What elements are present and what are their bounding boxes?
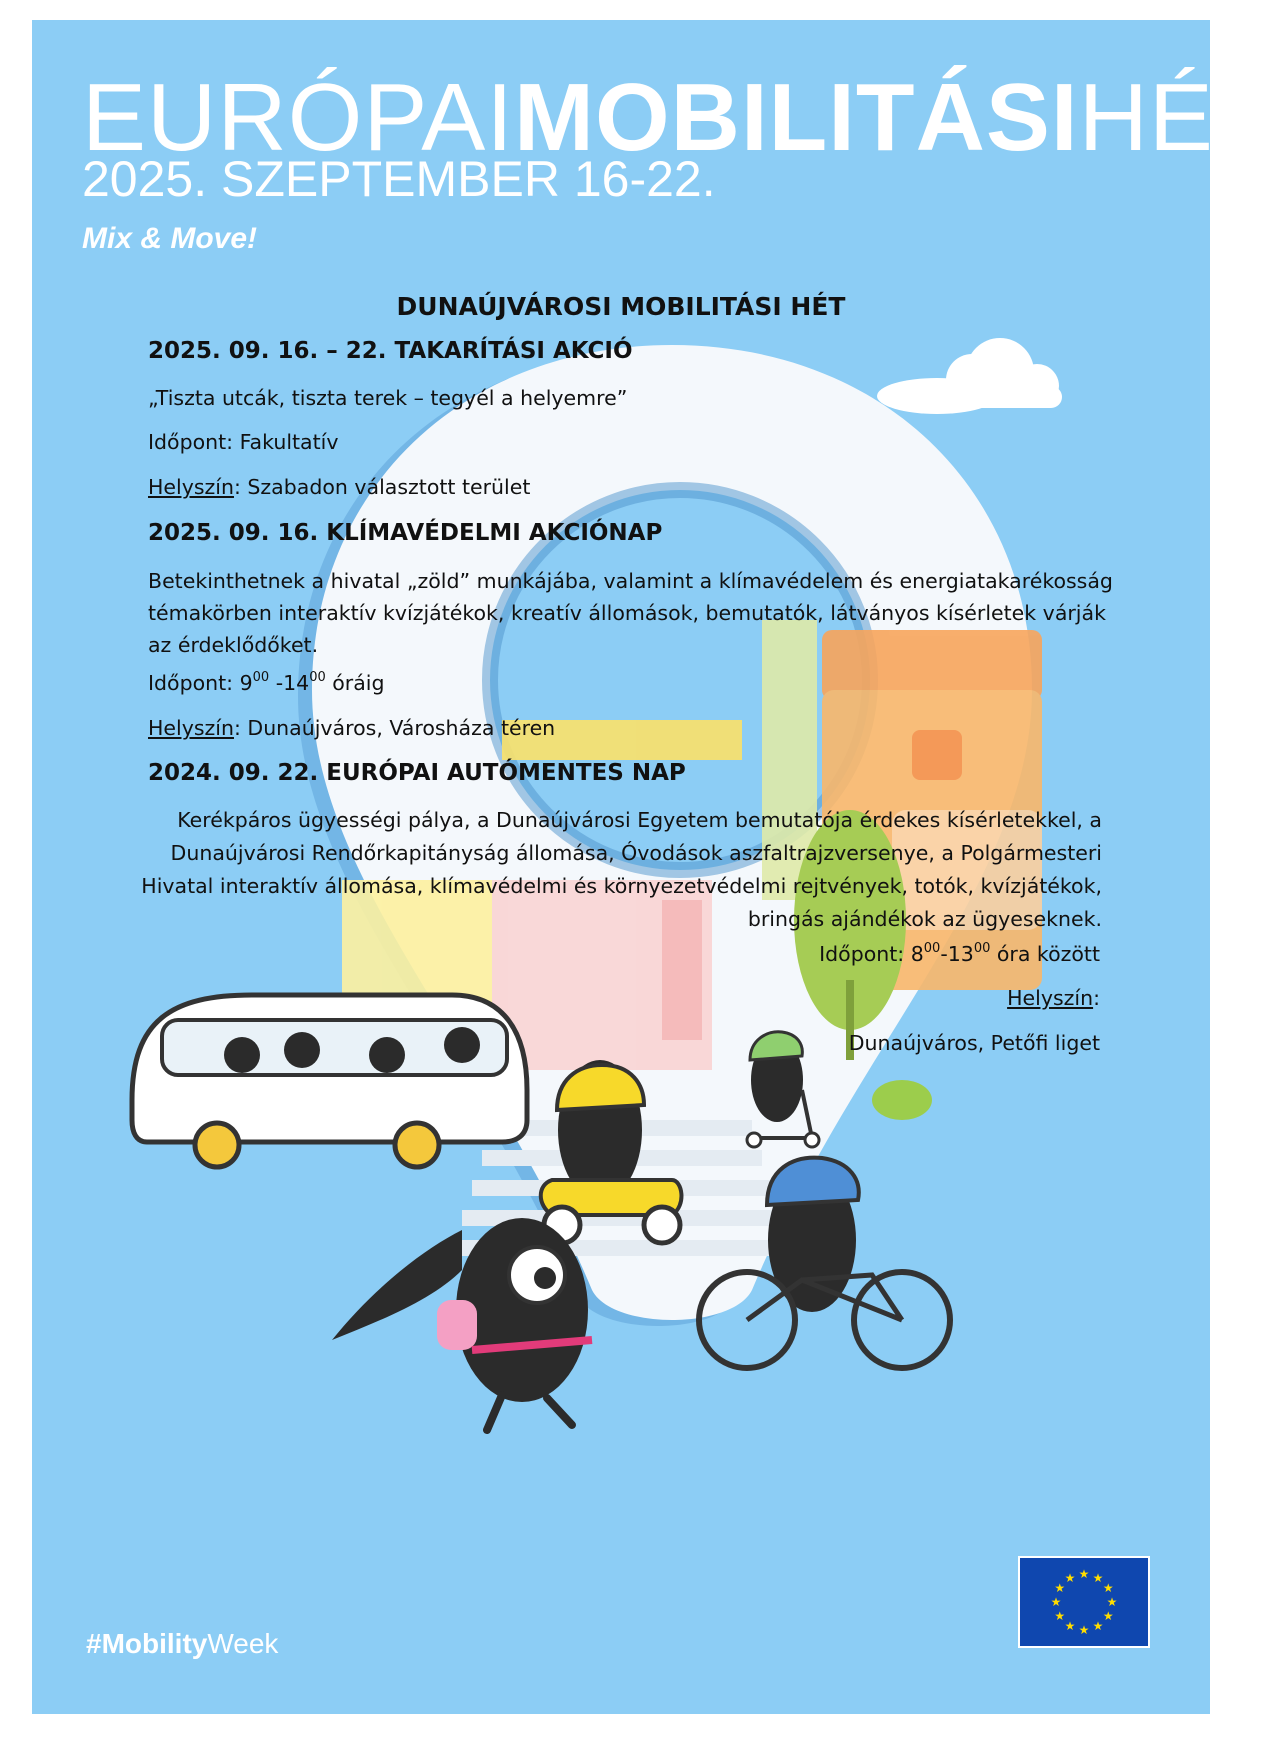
- eu-stars: [1020, 1558, 1148, 1646]
- eu-star-icon: ★: [1064, 1619, 1076, 1634]
- poster: [32, 20, 1274, 1714]
- bus-icon: [132, 995, 527, 1167]
- place-label: Helyszín: [1007, 986, 1094, 1010]
- eu-star-icon: ★: [1054, 1609, 1066, 1623]
- eu-star-icon: ★: [1078, 1623, 1090, 1637]
- hashtag-bold: #Mobility: [86, 1628, 208, 1659]
- cloud-icon: [877, 338, 1062, 414]
- place-value: : Szabadon választott terület: [233, 475, 531, 499]
- event-slogan: Mix & Move!: [82, 222, 258, 255]
- event-title-light: EURÓPAI: [82, 64, 514, 171]
- eu-star-icon: ★: [1050, 1595, 1062, 1609]
- section-quote: „Tiszta utcák, tiszta terek – tegyél a helyemre”: [148, 386, 628, 410]
- time-mid: -14: [269, 671, 310, 695]
- section-title-climate: 2025. 09. 16. KLÍMAVÉDELMI AKCIÓNAP: [148, 520, 663, 546]
- time-sup: 00: [973, 941, 991, 956]
- main-title: DUNAÚJVÁROSI MOBILITÁSI HÉT: [396, 292, 846, 321]
- time-suffix: óra között: [990, 942, 1100, 966]
- eu-star-icon: ★: [1102, 1609, 1114, 1623]
- section-description: Betekinthetnek a hivatal „zöld” munkájába, valamint a klímavédelem és energiatakarékosság témakörben interaktív kvízjátékok, kreatív állomások, bemutatók, látványos kísérletek várják az érdeklődőket.: [148, 569, 1113, 657]
- event-title-end: HÉT: [1078, 64, 1274, 171]
- eu-star-icon: ★: [1054, 1581, 1066, 1595]
- place-label: Helyszín: [148, 475, 234, 499]
- section-place: [148, 716, 555, 740]
- section-place: [1007, 986, 1100, 1010]
- event-title-bold: MOBILITÁSI: [513, 64, 1079, 171]
- walking-girl-illustration: [332, 1218, 592, 1430]
- time-suffix: óráig: [325, 671, 385, 695]
- eu-flag-icon: [1018, 1556, 1150, 1648]
- section-title-cleanup: 2025. 09. 16. – 22. TAKARÍTÁSI AKCIÓ: [148, 338, 633, 364]
- section-place: [148, 475, 530, 499]
- eu-star-icon: ★: [1106, 1595, 1118, 1609]
- time-sup: 00: [252, 670, 270, 685]
- section-place-value: Dunaújváros, Petőfi liget: [848, 1031, 1100, 1055]
- time-sup: 00: [309, 670, 326, 685]
- time-prefix: Időpont: 9: [148, 671, 253, 695]
- section-description: Kerékpáros ügyességi pálya, a Dunaújvárosi Egyetem bemutatója érdekes kísérletekkel, a Dunaújvárosi Rendőrkapitányság állomása, Óvodások aszfaltrajzversenye, a Polgármesteri Hivatal interaktív állomása, klímavédelmi és környezetvédelmi rejtvények, totók, kvízjátékok, bringás ajándékok az ügyeseknek.: [141, 808, 1102, 931]
- eu-star-icon: ★: [1092, 1570, 1104, 1585]
- place-colon: :: [1093, 986, 1100, 1010]
- hashtag: [86, 1628, 278, 1660]
- hashtag-light: Week: [207, 1628, 279, 1659]
- eu-star-icon: ★: [1078, 1567, 1090, 1581]
- time-prefix: Időpont: 8: [819, 942, 924, 966]
- eu-star-icon: ★: [1102, 1581, 1114, 1595]
- section-time: [819, 942, 1100, 966]
- place-value: : Dunaújváros, Városháza téren: [233, 716, 556, 740]
- event-dates: 2025. SZEPTEMBER 16-22.: [82, 151, 716, 207]
- section-time: Időpont: Fakultatív: [148, 430, 339, 454]
- section-time: [148, 671, 385, 695]
- time-mid: -13: [940, 942, 974, 966]
- eu-star-icon: ★: [1064, 1570, 1076, 1585]
- time-sup: 00: [923, 941, 941, 956]
- eu-star-icon: ★: [1092, 1619, 1104, 1634]
- place-label: Helyszín: [148, 716, 234, 740]
- section-title-carfree: 2024. 09. 22. EURÓPAI AUTÓMENTES NAP: [148, 760, 686, 786]
